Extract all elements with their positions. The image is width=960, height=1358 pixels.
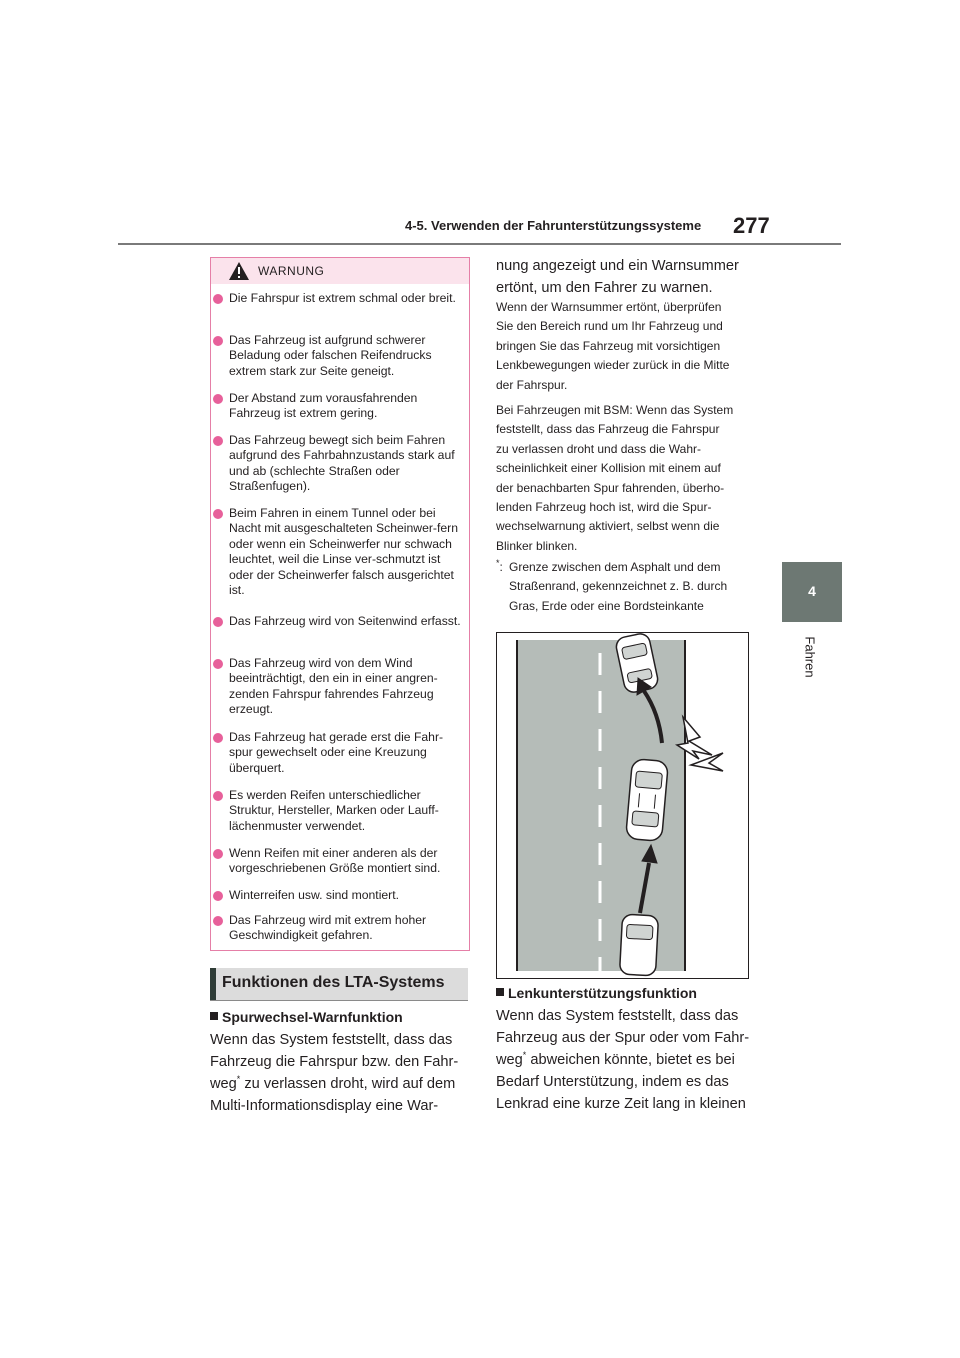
footnote-marker: *:: [496, 558, 503, 574]
section-title: Funktionen des LTA-Systems: [222, 974, 445, 991]
page-number: 277: [733, 213, 770, 238]
bullet-icon: [213, 791, 223, 801]
section-header-bar: [210, 968, 216, 1000]
bullet-icon: [213, 733, 223, 743]
car-icon: [619, 914, 658, 976]
chapter-number: 4: [808, 583, 816, 599]
lane-departure-figure: [496, 632, 749, 979]
chapter-label: Fahren: [802, 636, 818, 678]
bullet-icon: [213, 916, 223, 926]
square-bullet-icon: [210, 1012, 218, 1020]
bullet-icon: [213, 849, 223, 859]
car-icon: [626, 759, 669, 842]
bullet-icon: [213, 659, 223, 669]
bullet-icon: [213, 336, 223, 346]
bullet-icon: [213, 394, 223, 404]
warning-triangle-icon: [228, 261, 250, 281]
subheading-lenkunterstuetzung: Lenkunterstützungsfunktion: [496, 985, 697, 1001]
footnote-text: Grenze zwischen dem Asphalt und dem Straßenrand, gekennzeichnet z. B. durch Gras, Erde oder eine Bordsteinkante: [509, 560, 728, 613]
square-bullet-icon: [496, 988, 504, 996]
header-rule: [118, 243, 841, 245]
bsm-paragraph: Bei Fahrzeugen mit BSM: Wenn das System feststellt, dass das Fahrzeug die Fahrspur zu verlassen droht und dass die Wahr- scheinlichkeit einer Kollision mit einem auf der benachbarten Spur fahrenden, überho- lenden Fahrzeug hoch ist, wird die Spur- wechselwarnung aktiviert, selbst wenn die Blinker blinken.: [496, 403, 734, 553]
running-header-title: 4-5. Verwenden der Fahrunterstützungssysteme: [405, 218, 702, 233]
body-paragraph: Wenn das System feststellt, dass das Fahrzeug die Fahrspur bzw. den Fahr- weg* zu verlassen droht, wird auf dem Multi-Informationsdisplay eine War-: [210, 1032, 459, 1114]
subheading-spurwechsel: Spurwechsel-Warnfunktion: [210, 1009, 403, 1025]
bullet-icon: [213, 509, 223, 519]
bullet-icon: [213, 617, 223, 627]
warning-title: WARNUNG: [258, 264, 325, 278]
bullet-icon: [213, 436, 223, 446]
bullet-icon: [213, 294, 223, 304]
note-paragraph: Wenn der Warnsummer ertönt, überprüfen Sie den Bereich rund um Ihr Fahrzeug und bringen Sie das Fahrzeug mit vorsichtigen Lenkbewegungen wieder zurück in die Mitte der Fahrspur.: [496, 300, 730, 392]
road-illustration: [497, 633, 748, 978]
body-paragraph-cont: nung angezeigt und ein Warnsummer ertönt, um den Fahrer zu warnen.: [496, 258, 739, 296]
body-paragraph-lenk: Wenn das System feststellt, dass das Fahrzeug aus der Spur oder vom Fahr- weg* abweichen könnte, bietet es bei Bedarf Unterstützung, indem es das Lenkrad eine kurze Zeit lang in kleinen: [496, 1008, 750, 1112]
bullet-icon: [213, 891, 223, 901]
